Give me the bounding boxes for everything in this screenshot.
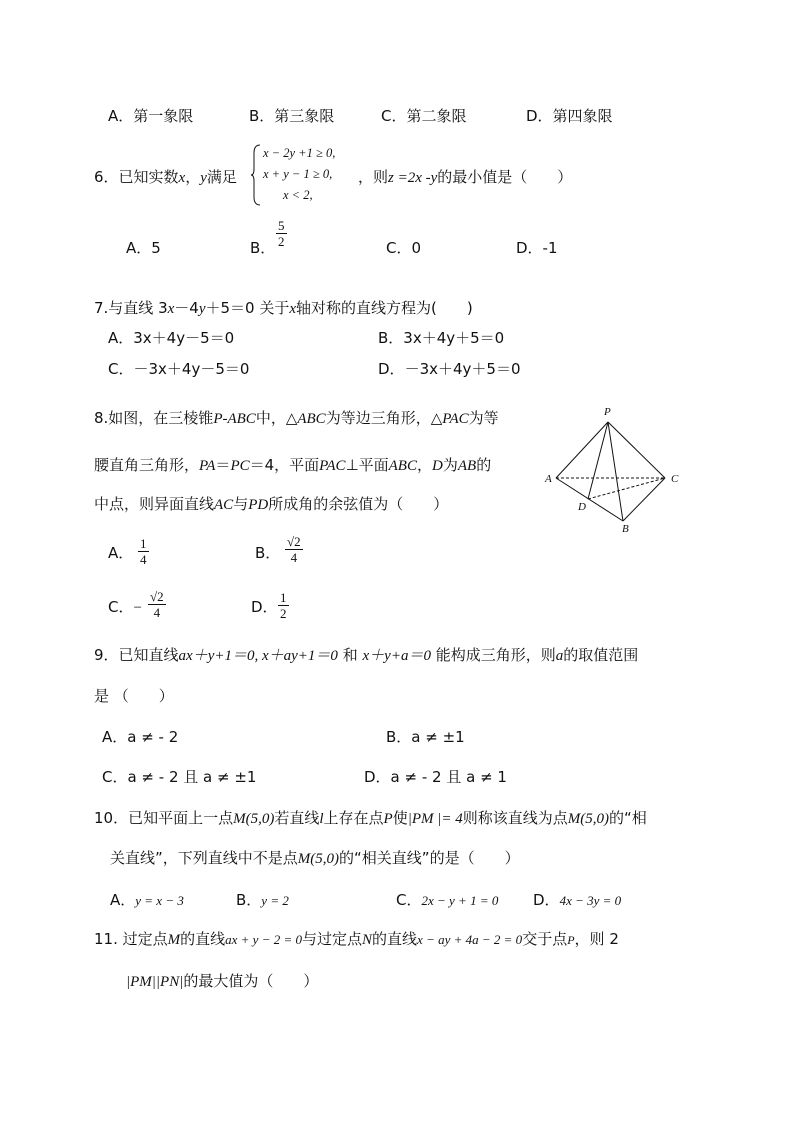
label-b: B	[622, 523, 629, 535]
q8-stem-line2: 腰直角三角形，PA＝PC＝4，平面PAC⊥平面ABC，D为AB的	[94, 456, 492, 474]
q9-option-d: D．a ≠ - 2 且 a ≠ 1	[364, 768, 507, 786]
edge-bc	[623, 478, 665, 521]
q6-stem: 6．已知实数x，y满足	[94, 168, 237, 186]
q10-option-a: A．y = x − 3	[110, 891, 184, 909]
q5-option-c: C．第二象限	[381, 107, 467, 125]
q7-option-d: D．－3x＋4y＋5＝0	[378, 360, 521, 378]
q10-option-d: D．4x − 3y = 0	[533, 891, 622, 909]
q9-stem-line2: 是 （ ）	[94, 687, 174, 705]
q10-stem-line2: 关直线”，下列直线中不是点M(5,0)的“相关直线”的是（ ）	[110, 849, 520, 867]
q8-option-b-label: B．	[255, 544, 281, 562]
q6-system-brace	[250, 143, 262, 207]
q11-stem-line1: 11. 过定点M的直线ax + y − 2 = 0与过定点N的直线x − ay + 4a − 2 = 0交于点P，则 2	[94, 930, 619, 948]
q11-stem-line2: |PM||PN|的最大值为（ ）	[126, 972, 319, 990]
edge-ab	[556, 478, 623, 521]
q6-option-b-fraction: $\frac{5}{2}$	[278, 218, 285, 249]
q7-stem: 7.与直线 3x－4y＋5＝0 关于x轴对称的直线方程为( )	[94, 299, 473, 317]
edge-pa	[556, 422, 608, 478]
q8-option-d-label: D．	[251, 598, 278, 616]
q8-option-c-fraction: $\frac{√2}{4}$	[150, 589, 164, 620]
q8-stem-line1: 8.如图，在三棱锥P-ABC中，△ABC为等边三角形，△PAC为等	[94, 409, 499, 427]
label-d: D	[578, 501, 586, 513]
q10-stem-line1: 10．已知平面上一点M(5,0)若直线l上存在点P使|PM |= 4则称该直线为点M(5,0)的“相	[94, 809, 647, 827]
edge-pb	[608, 422, 623, 521]
q5-option-d: D．第四象限	[526, 107, 613, 125]
q9-option-b: B．a ≠ ±1	[386, 728, 465, 746]
q6-ineq-2: x + y − 1 ≥ 0,	[263, 167, 333, 181]
q8-option-a-label: A．	[108, 544, 134, 562]
q6-ineq-1: x − 2y +1 ≥ 0,	[263, 146, 336, 160]
q6-option-a: A．5	[126, 239, 161, 257]
q10-option-b: B．y = 2	[236, 891, 289, 909]
edge-pd	[588, 422, 608, 499]
q9-stem-line1: 9．已知直线ax＋y+1＝0, x＋ay+1＝0 和 x＋y+a＝0 能构成三角形，则a的取值范围	[94, 646, 639, 664]
q6-option-b: B．	[250, 239, 276, 257]
q9-option-c: C．a ≠ - 2 且 a ≠ ±1	[102, 768, 257, 786]
q10-option-c: C．2x − y + 1 = 0	[396, 891, 499, 909]
label-c: C	[671, 473, 679, 485]
q6-option-c: C．0	[386, 239, 422, 257]
q7-option-a: A．3x＋4y－5＝0	[108, 329, 235, 347]
q5-option-b: B．第三象限	[249, 107, 335, 125]
q8-pyramid-figure	[540, 400, 690, 540]
q6-option-d: D．-1	[516, 239, 558, 257]
q6-ineq-3: x < 2,	[283, 188, 313, 202]
q8-option-c-label: C．−	[108, 598, 142, 616]
q7-option-c: C．－3x＋4y－5＝0	[108, 360, 250, 378]
q5-option-a: A．第一象限	[108, 107, 194, 125]
label-a: A	[545, 473, 552, 485]
edge-pc	[608, 422, 665, 478]
q6-stem-end: ，则z =2x -y的最小值是（ ）	[358, 168, 573, 186]
q8-option-d-fraction: $\frac{1}{2}$	[280, 590, 287, 621]
q8-option-a-fraction: $\frac{1}{4}$	[140, 536, 147, 567]
label-p: P	[604, 406, 611, 418]
q8-stem-line3: 中点，则异面直线AC与PD所成角的余弦值为（ ）	[94, 495, 449, 513]
q9-option-a: A．a ≠ - 2	[102, 728, 179, 746]
q7-option-b: B．3x＋4y＋5＝0	[378, 329, 505, 347]
edge-dc-hidden	[588, 478, 665, 499]
q8-option-b-fraction: $\frac{√2}{4}$	[287, 534, 301, 565]
